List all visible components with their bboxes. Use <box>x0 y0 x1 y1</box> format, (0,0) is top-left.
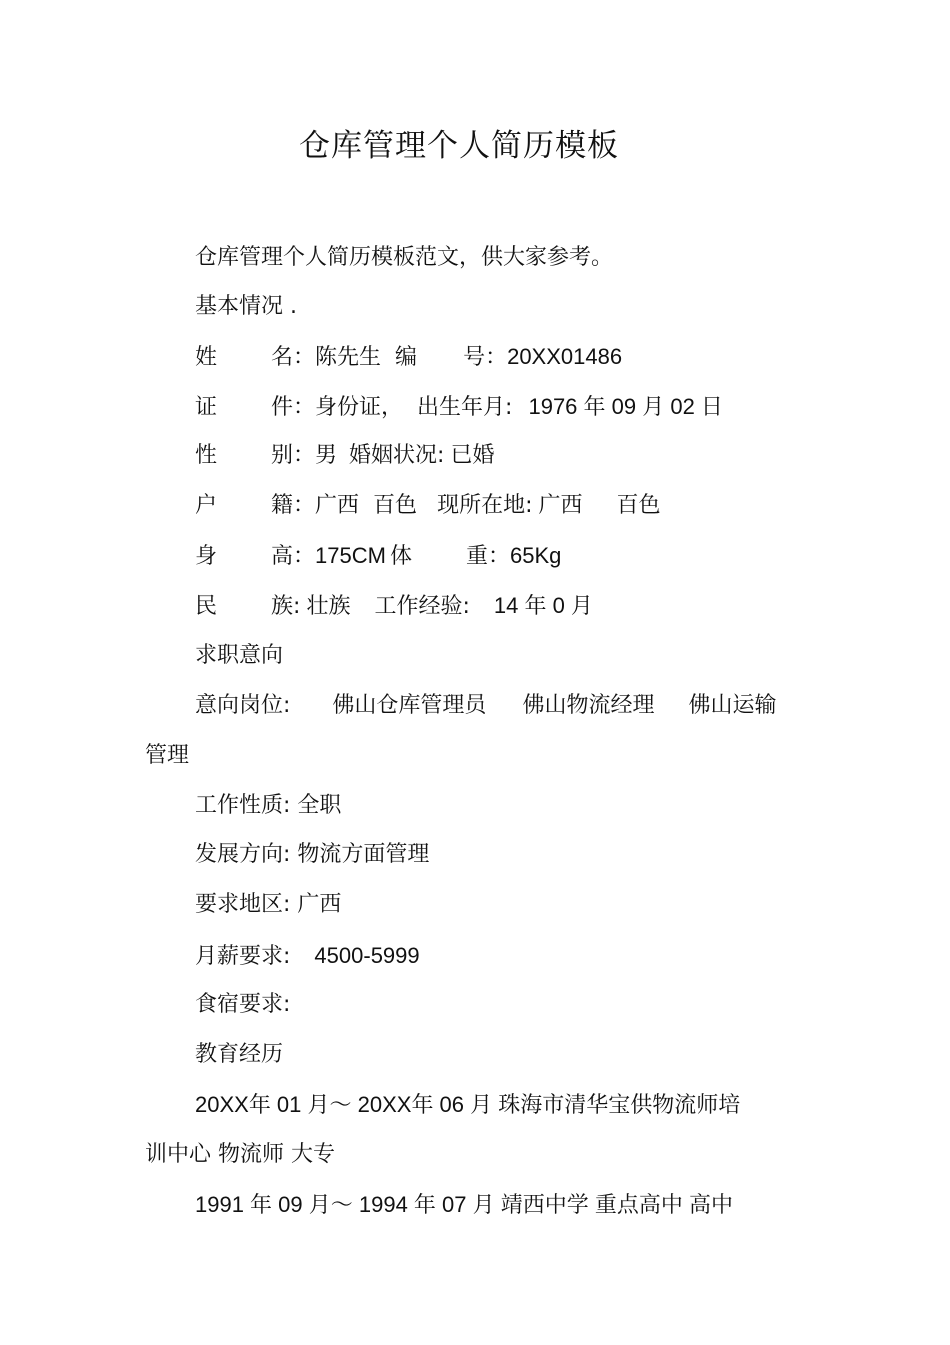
row-ethnic-experience <box>195 591 593 622</box>
salary-label: 月薪要求: <box>195 944 291 969</box>
section-intent-heading: 求职意向 <box>195 643 284 668</box>
section-basic-heading: 基本情况 . <box>195 294 297 319</box>
hukou-value-a: 广西 <box>315 493 360 518</box>
location-value-a: 广西 <box>538 493 583 518</box>
row-gender-marital <box>195 441 494 471</box>
height-label-a: 身 <box>195 544 218 569</box>
marital-value: 已婚 <box>450 443 495 468</box>
document-title: 仓库管理个人简历模板 <box>299 128 619 164</box>
ethnic-label-a: 民 <box>195 594 218 619</box>
job-nature: 工作性质: 全职 <box>195 793 342 818</box>
hukou-value-b: 百色 <box>373 493 418 518</box>
ethnic-value: 壮族 <box>306 594 351 619</box>
position-item-3-continued: 管理 <box>145 743 190 768</box>
education-entry-1: 20XX年 01 月～ 20XX年 06 月 珠海市清华宝供物流师培 <box>195 1092 741 1117</box>
gender-value: 男 <box>315 443 338 468</box>
experience-value: 14 年 0 月 <box>493 593 593 618</box>
id-value: 20XX01486 <box>507 344 623 369</box>
lodging-requirement: 食宿要求: <box>195 992 291 1017</box>
row-name-id <box>195 342 622 373</box>
ethnic-label-b: 族: <box>271 594 301 619</box>
education-entry-1-continued: 训中心 物流师 大专 <box>145 1142 335 1167</box>
hukou-label-b: 籍： <box>271 493 316 518</box>
gender-label-b: 别： <box>271 443 316 468</box>
marital-label: 婚姻状况: <box>349 443 445 468</box>
position-item-2: 佛山物流经理 <box>522 693 655 718</box>
weight-value: 65Kg <box>509 543 562 568</box>
name-label-b: 名： <box>271 345 316 370</box>
row-intended-positions <box>195 691 776 721</box>
name-value: 陈先生 <box>315 345 382 370</box>
experience-label: 工作经验: <box>374 594 470 619</box>
row-hukou-location <box>195 491 661 521</box>
id-label-b: 号： <box>463 345 508 370</box>
position-item-1: 佛山仓库管理员 <box>332 693 487 718</box>
row-salary <box>195 941 420 972</box>
location-value-b: 百色 <box>616 493 661 518</box>
height-value: 175CM <box>315 543 386 568</box>
education-entry-2: 1991 年 09 月～ 1994 年 07 月 靖西中学 重点高中 高中 <box>195 1192 733 1217</box>
weight-label-b: 重： <box>465 544 510 569</box>
gender-label-a: 性 <box>195 443 218 468</box>
development-direction: 发展方向: 物流方面管理 <box>195 842 430 867</box>
cert-label-a: 证 <box>195 395 218 420</box>
id-label-a: 编 <box>395 345 418 370</box>
height-label-b: 高： <box>271 544 316 569</box>
birth-value: 1976 年 09 月 02 日 <box>528 394 723 419</box>
birth-label: 出生年月: <box>417 395 513 420</box>
row-cert-birth <box>195 392 723 423</box>
name-label-a: 姓 <box>195 345 218 370</box>
cert-value: 身份证， <box>315 395 404 420</box>
location-label: 现所在地: <box>437 493 533 518</box>
position-item-3: 佛山运输 <box>688 693 777 718</box>
required-region: 要求地区: 广西 <box>195 892 342 917</box>
section-education-heading: 教育经历 <box>195 1042 284 1067</box>
weight-label-a: 体 <box>389 544 412 569</box>
cert-label-b: 件： <box>271 395 316 420</box>
position-label: 意向岗位: <box>195 693 291 718</box>
row-height-weight <box>195 541 561 572</box>
hukou-label-a: 户 <box>195 493 218 518</box>
intro-text: 仓库管理个人简历模板范文，供大家参考。 <box>195 245 614 270</box>
salary-value: 4500-5999 <box>314 943 420 968</box>
